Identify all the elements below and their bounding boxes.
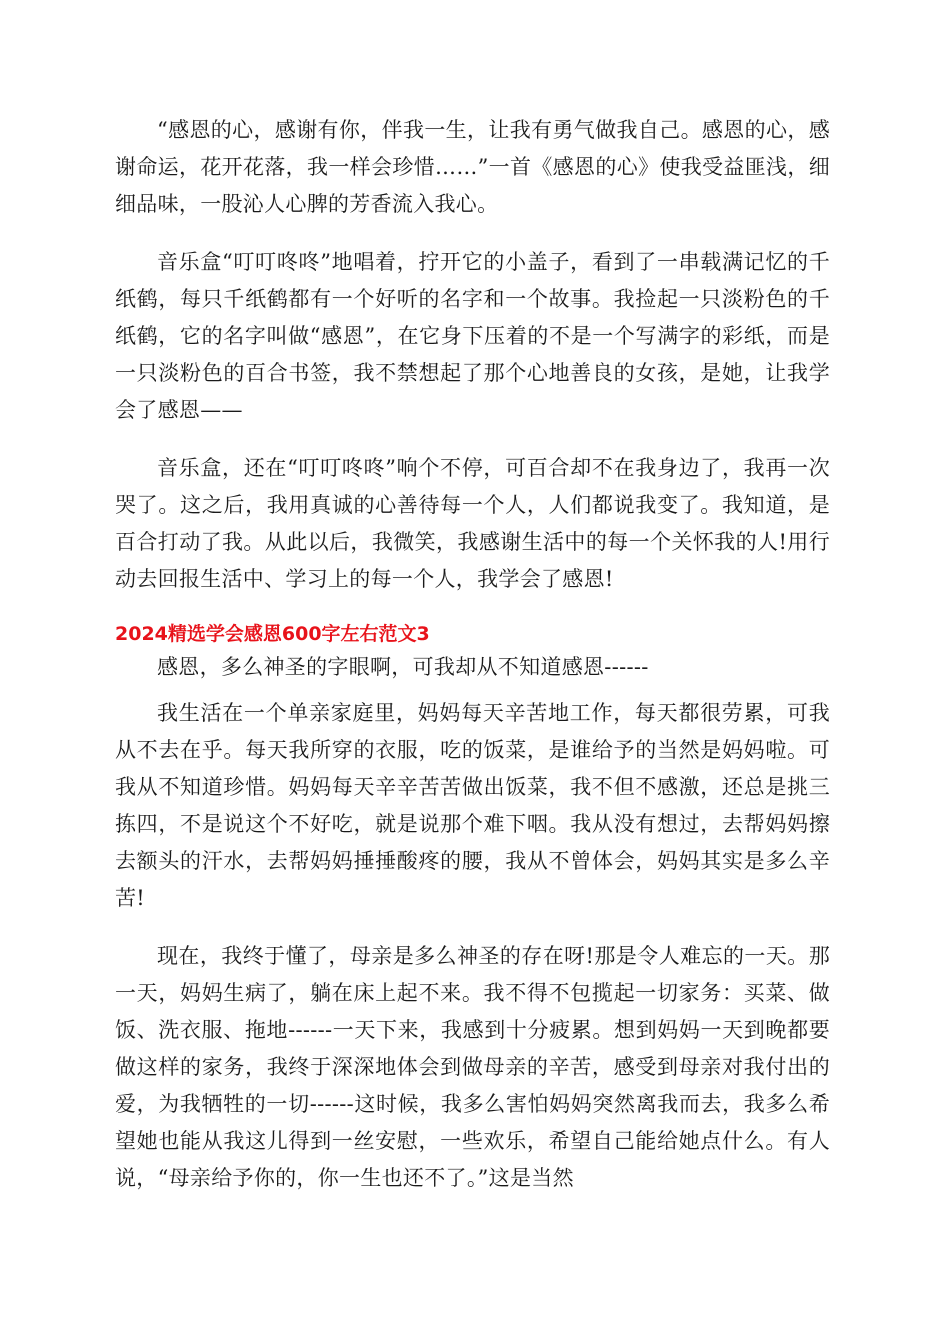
paragraph-gratitude-word: 感恩，多么神圣的字眼啊，可我却从不知道感恩------ [157,655,649,679]
paragraph-intro-song: “感恩的心，感谢有你，伴我一生，让我有勇气做我自己。感恩的心，感谢命运，花开花落，我一样会珍惜……”一首《感恩的心》使我受益匪浅，细细品味，一股沁人心脾的芳香流入我心。 [115,118,830,216]
paragraph-understood: 现在，我终于懂了，母亲是多么神圣的存在呀!那是令人难忘的一天。那一天，妈妈生病了，躺在床上起不来。我不得不包揽起一切家务：买菜、做饭、洗衣服、拖地------一天下来，我感到十分疲累。想到妈妈一天到晚都要做这样的家务，我终于深深地体会到做母亲的辛苦，感受到母亲对我付出的爱，为我牺牲的一切------这时候，我多么害怕妈妈突然离我而去，我多么希望她也能从我这儿得到一丝安慰，一些欢乐，希望自己能给她点什么。有人说，“母亲给予你的，你一生也还不了。”这是当然 [115,944,830,1190]
paragraph-single-parent: 我生活在一个单亲家庭里，妈妈每天辛苦地工作，每天都很劳累，可我从不去在乎。每天我所穿的衣服，吃的饭菜，是谁给予的当然是妈妈啦。可我从不知道珍惜。妈妈每天辛辛苦苦做出饭菜，我不但不感激，还总是挑三拣四，不是说这个不好吃，就是说那个难下咽。我从没有想过，去帮妈妈擦去额头的汗水，去帮妈妈捶捶酸疼的腰，我从不曾体会，妈妈其实是多么辛苦! [115,701,830,910]
paragraph-music-box: 音乐盒“叮叮咚咚”地唱着，拧开它的小盖子，看到了一串载满记忆的千纸鹤，每只千纸鹤都有一个好听的名字和一个故事。我捡起一只淡粉色的千纸鹤，它的名字叫做“感恩”，在它身下压着的不是一个写满字的彩纸，而是一只淡粉色的百合书签，我不禁想起了那个心地善良的女孩，是她，让我学会了感恩—— [115,250,830,422]
document-body [115,112,830,1218]
paragraph-lily: 音乐盒，还在“叮叮咚咚”响个不停，可百合却不在我身边了，我再一次哭了。这之后，我用真诚的心善待每一个人，人们都说我变了。我知道，是百合打动了我。从此以后，我微笑，我感谢生活中的每一个关怀我的人!用行动去回报生活中、学习上的每一个人，我学会了感恩! [115,456,830,591]
section-heading: 2024精选学会感恩600字左右范文3 [115,623,430,645]
